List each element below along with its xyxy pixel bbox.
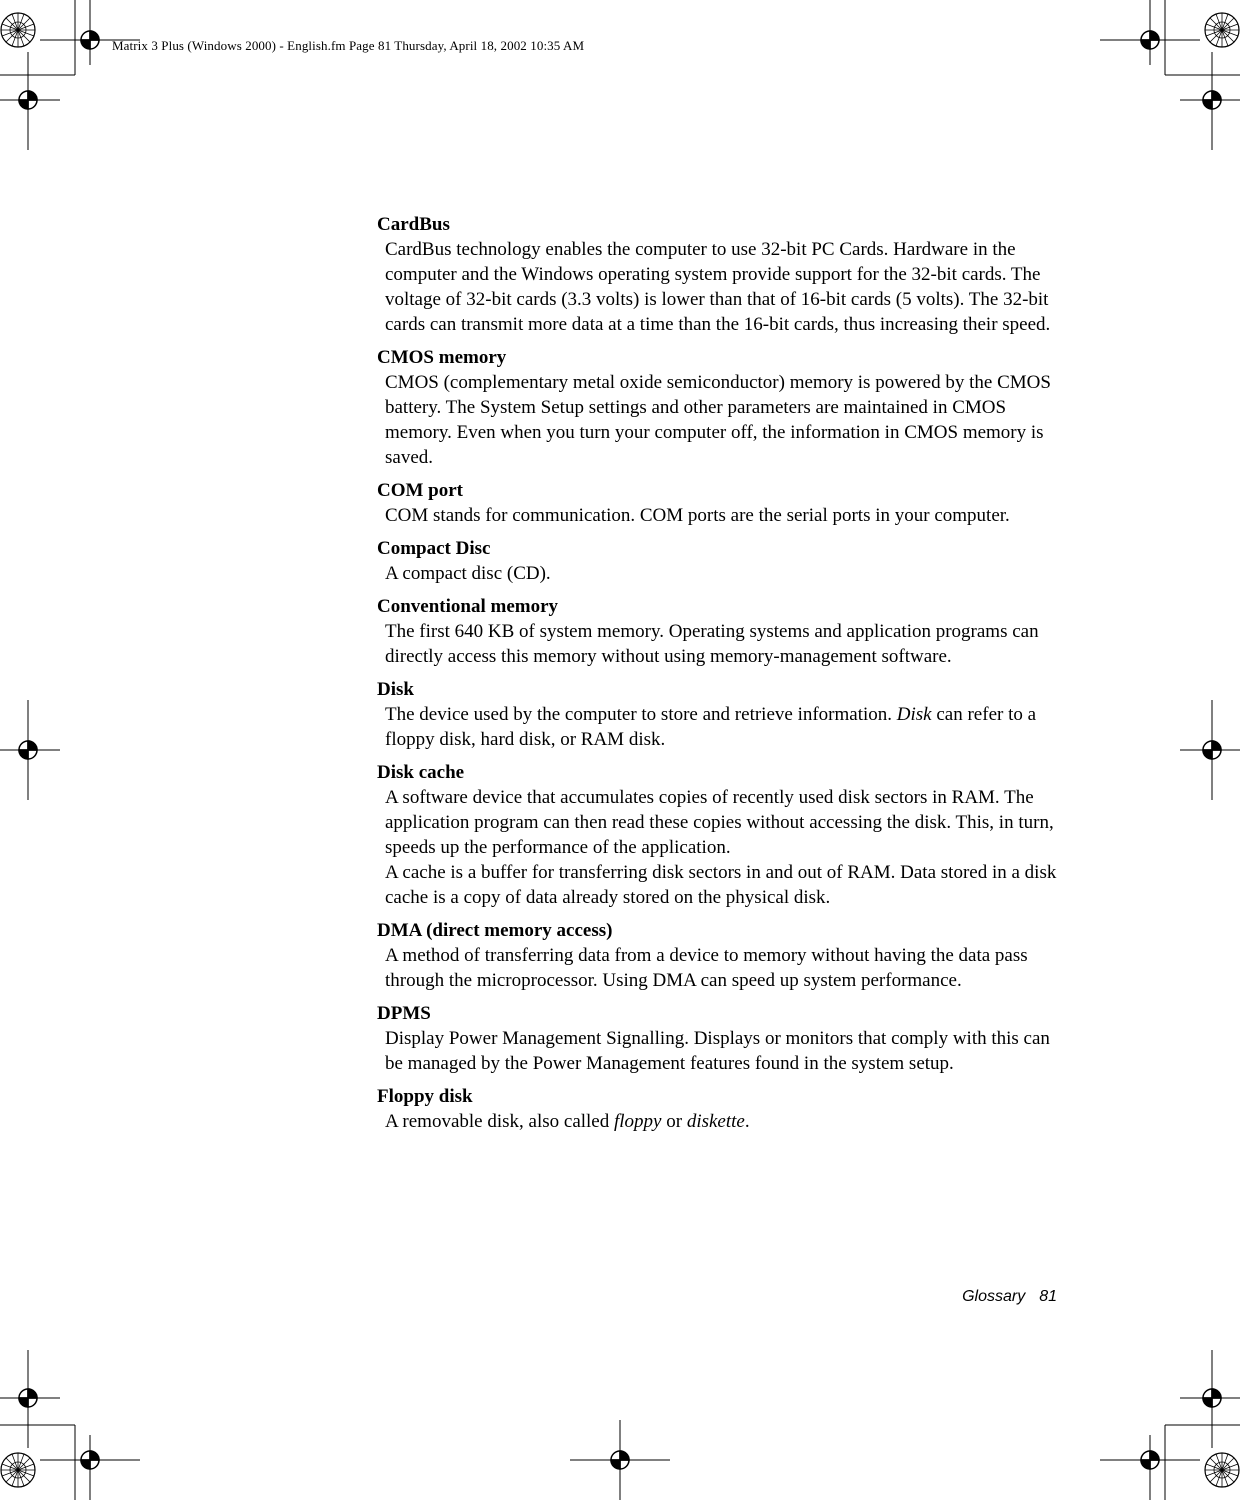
definition-paragraph — [385, 860, 1067, 910]
definition-paragraph — [385, 702, 1067, 752]
emphasized-term: Disk — [896, 704, 932, 725]
glossary-entry — [377, 536, 1067, 586]
emphasized-term: diskette — [686, 1111, 745, 1132]
definition-text: A cache is a buffer for transferring disk sectors in and out of RAM. Data stored in a disk cache is a copy of data already stored on the physical disk. — [385, 862, 1057, 908]
glossary-term: Floppy disk — [377, 1086, 473, 1107]
glossary-definition — [385, 561, 1067, 586]
definition-text: The first 640 KB of system memory. Operating systems and application programs can directly access this memory without using memory-management software. — [385, 621, 1039, 667]
glossary-entry — [377, 345, 1067, 470]
registration-mark-icon — [0, 1350, 140, 1500]
glossary-list — [377, 212, 1067, 1142]
definition-paragraph — [385, 561, 1067, 586]
registration-mark-icon — [1100, 0, 1240, 150]
glossary-term: Compact Disc — [377, 538, 491, 559]
definition-text: or — [661, 1111, 687, 1132]
definition-text: A software device that accumulates copies of recently used disk sectors in RAM. The application program can then read these copies without accessing the disk. This, in turn, speeds up the performance of the application. — [385, 787, 1054, 858]
glossary-definition — [385, 237, 1067, 337]
page-number: 81 — [1039, 1288, 1057, 1305]
glossary-term: DPMS — [377, 1003, 431, 1024]
definition-text: CMOS (complementary metal oxide semiconductor) memory is powered by the CMOS battery. The System Setup settings and other parameters are maintained in CMOS memory. Even when you turn your computer off, the information in CMOS memory is saved. — [385, 372, 1051, 468]
registration-mark-icon — [570, 1420, 670, 1500]
definition-paragraph — [385, 1026, 1067, 1076]
definition-paragraph — [385, 785, 1067, 860]
definition-text: Display Power Management Signalling. Displays or monitors that comply with this can be managed by the Power Management features found in the system setup. — [385, 1028, 1050, 1074]
glossary-definition — [385, 1109, 1067, 1134]
page-footer — [962, 1288, 1057, 1306]
glossary-entry — [377, 1001, 1067, 1076]
glossary-entry — [377, 918, 1067, 993]
definition-paragraph — [385, 943, 1067, 993]
glossary-entry — [377, 760, 1067, 910]
glossary-term: Conventional memory — [377, 596, 559, 617]
definition-text: COM stands for communication. COM ports are the serial ports in your computer. — [385, 505, 1010, 526]
glossary-entry — [377, 677, 1067, 752]
definition-paragraph — [385, 1109, 1067, 1134]
glossary-term: COM port — [377, 480, 464, 501]
glossary-term: Disk — [377, 679, 414, 700]
registration-mark-icon — [0, 700, 60, 800]
glossary-definition — [385, 785, 1067, 910]
definition-paragraph — [385, 619, 1067, 669]
glossary-definition — [385, 702, 1067, 752]
glossary-entry — [377, 478, 1067, 528]
footer-section-title: Glossary — [962, 1288, 1026, 1305]
print-file-header: Matrix 3 Plus (Windows 2000) - English.fm Page 81 Thursday, April 18, 2002 10:35 AM — [112, 38, 585, 53]
glossary-term: CardBus — [377, 214, 450, 235]
definition-paragraph — [385, 370, 1067, 470]
registration-mark-icon — [1100, 1350, 1240, 1500]
glossary-definition — [385, 619, 1067, 669]
definition-text: A compact disc (CD). — [385, 563, 551, 584]
definition-paragraph — [385, 503, 1067, 528]
glossary-entry — [377, 212, 1067, 337]
definition-text: A removable disk, also called — [385, 1111, 614, 1132]
definition-text: . — [744, 1111, 750, 1132]
glossary-definition — [385, 1026, 1067, 1076]
emphasized-term: floppy — [614, 1111, 662, 1132]
registration-mark-icon — [0, 0, 140, 150]
glossary-term: DMA (direct memory access) — [377, 920, 613, 941]
definition-text: CardBus technology enables the computer to use 32-bit PC Cards. Hardware in the computer and the Windows operating system provide support for the 32-bit cards. The voltage of 32-bit cards (3.3 volts) is lower than that of 16-bit cards (5 volts). The 32-bit cards can transmit more data at a time than the 16-bit cards, thus increasing their speed. — [385, 239, 1051, 335]
glossary-definition — [385, 370, 1067, 470]
glossary-definition — [385, 943, 1067, 993]
glossary-term: Disk cache — [377, 762, 465, 783]
definition-text: The device used by the computer to store and retrieve information. — [385, 704, 897, 725]
glossary-entry — [377, 1084, 1067, 1134]
glossary-term: CMOS memory — [377, 347, 507, 368]
registration-mark-icon — [1180, 700, 1240, 800]
definition-paragraph — [385, 237, 1067, 337]
glossary-definition — [385, 503, 1067, 528]
glossary-entry — [377, 594, 1067, 669]
definition-text: can refer to a floppy disk, hard disk, or RAM disk. — [385, 704, 1037, 750]
definition-text: A method of transferring data from a device to memory without having the data pass through the microprocessor. Using DMA can speed up system performance. — [385, 945, 1028, 991]
